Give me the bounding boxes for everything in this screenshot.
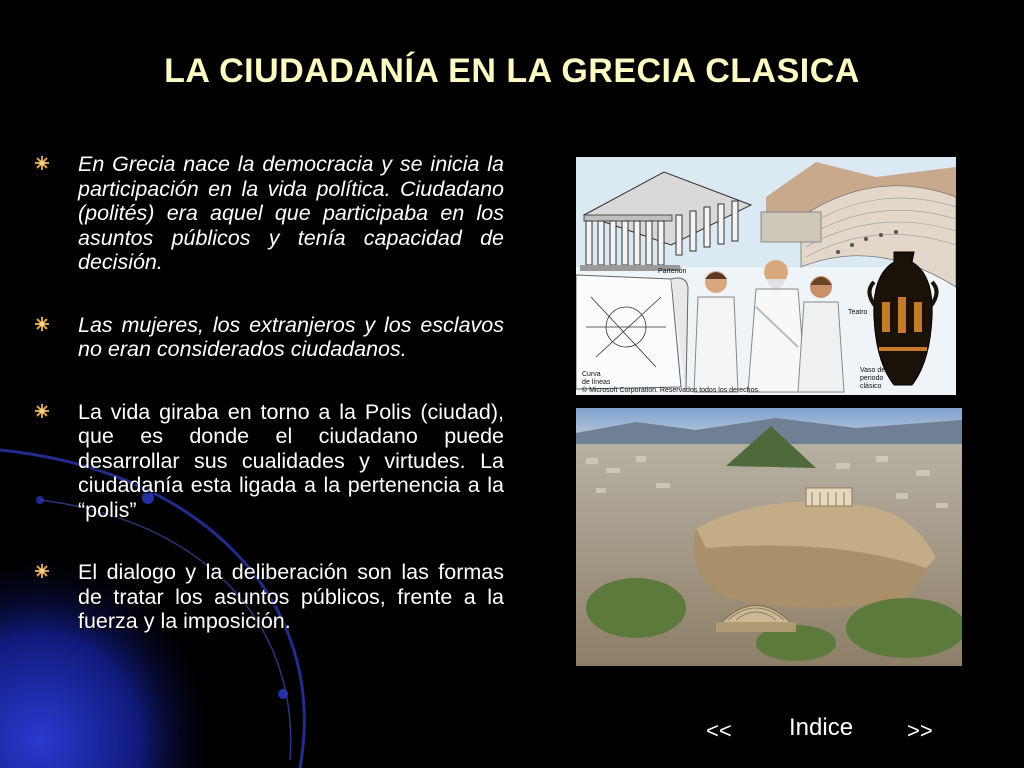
bullet-text: En Grecia nace la democracia y se inicia la participación en la vida política. Ciudadano (polités) era aquel que participaba en los asuntos públicos y tenía capacidad de decisión. xyxy=(78,152,504,274)
label-vaso-3: clásico xyxy=(860,383,882,390)
label-vaso: Vaso del xyxy=(860,367,887,374)
bullet-item xyxy=(34,400,504,523)
bullet-star-icon xyxy=(34,563,50,579)
nav-prev-link[interactable]: << xyxy=(706,718,732,743)
bullet-text: La vida giraba en torno a la Polis (ciudad), que es donde el ciudadano puede desarrollar sus cualidades y virtudes. La ciudadanía esta ligada a la pertenencia a la “polis” xyxy=(78,399,504,522)
greek-collage-image xyxy=(576,157,956,395)
label-vaso-2: periodo xyxy=(860,375,884,382)
philosophers-drawing xyxy=(694,260,844,392)
bullet-star-icon xyxy=(34,155,50,171)
label-partenon: Partenón xyxy=(658,268,687,275)
nav-index-link[interactable]: Indice xyxy=(789,714,854,741)
nav-next-link[interactable]: >> xyxy=(907,718,933,743)
bullet-text: El dialogo y la deliberación son las formas de tratar los asuntos públicos, frente a la fuerza y la imposición. xyxy=(78,560,504,633)
bullet-star-icon xyxy=(34,403,50,419)
bullet-text: Las mujeres, los extranjeros y los esclavos no eran considerados ciudadanos. xyxy=(78,312,504,361)
bullet-item xyxy=(34,560,504,634)
copyright-text: © Microsoft Corporation. Reservados todos los derechos. xyxy=(582,387,760,394)
bullet-star-icon xyxy=(34,316,50,332)
slide-title: LA CIUDADANÍA EN LA GRECIA CLASICA xyxy=(164,52,860,90)
label-teatro: Teatro xyxy=(848,309,868,316)
bullet-item xyxy=(34,152,504,275)
athens-aerial-photo xyxy=(576,408,962,666)
label-curva: Curva xyxy=(582,371,601,378)
label-curva-2: de líneas xyxy=(582,379,611,386)
bullet-item xyxy=(34,313,504,362)
bullet-list xyxy=(34,152,504,672)
